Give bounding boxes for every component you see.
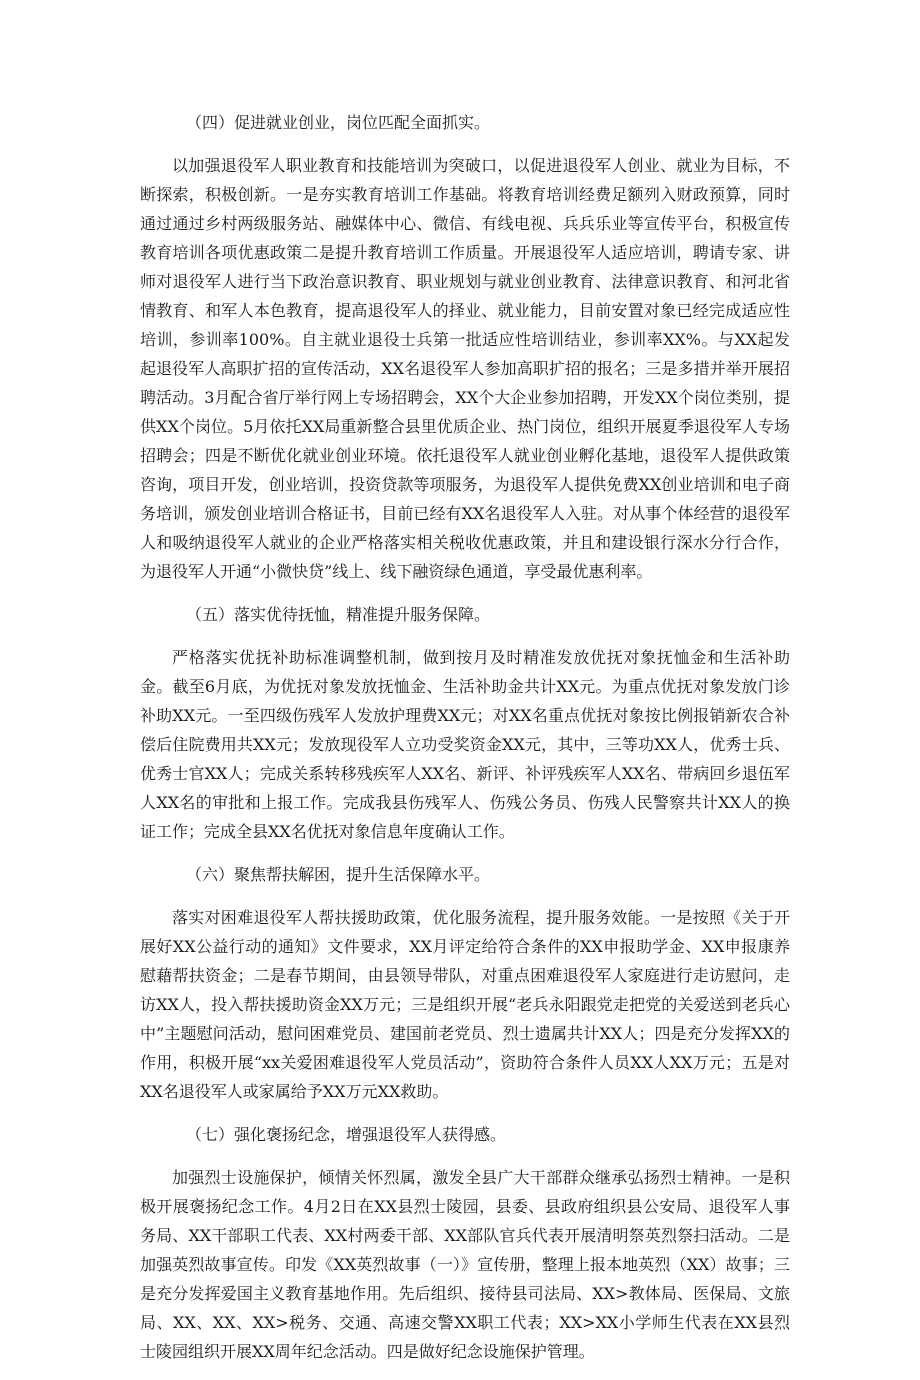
section-heading-4: （四）促进就业创业，岗位匹配全面抓实。: [186, 113, 491, 132]
section-body-6: 落实对困难退役军人帮扶援助政策，优化服务流程，提升服务效能。一是按照《关于开展好XX公益行动的通知》文件要求，XX月评定给符合条件的XX申报助学金、XX申报康养慰藉帮扶资金；二是春节期间，由县领导带队，对重点困难退役军人家庭进行走访慰问，走访XX人，投入帮扶援助资金XX万元；三是组织开展“老兵永阳跟党走把党的关爱送到老兵心中”主题慰问活动，慰问困难党员、建国前老党员、烈士遗属共计XX人；四是充分发挥XX的作用，积极开展“xx关爱困难退役军人党员活动”，资助符合条件人员XX人XX万元；五是对XX名退役军人或家属给予XX万元XX救助。: [140, 908, 790, 1101]
section-heading-5: （五）落实优待抚恤，精准提升服务保障。: [186, 605, 491, 624]
document-page: [140, 108, 790, 1380]
section-body-4: 以加强退役军人职业教育和技能培训为突破口，以促进退役军人创业、就业为目标，不断探索，积极创新。一是夯实教育培训工作基础。将教育培训经费足额列入财政预算，同时通过通过乡村两级服务站、融媒体中心、微信、有线电视、兵兵乐业等宣传平台，积极宣传教育培训各项优惠政策二是提升教育培训工作质量。开展退役军人适应培训，聘请专家、讲师对退役军人进行当下政治意识教育、职业规划与就业创业教育、法律意识教育、和河北省情教育、和军人本色教育，提高退役军人的择业、就业能力，目前安置对象已经完成适应性培训，参训率100%。自主就业退役士兵第一批适应性培训结业，参训率XX%。与XX起发起退役军人高职扩招的宣传活动，XX名退役军人参加高职扩招的报名；三是多措并举开展招聘活动。3月配合省厅举行网上专场招聘会，XX个大企业参加招聘，开发XX个岗位类别，提供XX个岗位。5月依托XX局重新整合县里优质企业、热门岗位，组织开展夏季退役军人专场招聘会；四是不断优化就业创业环境。依托退役军人就业创业孵化基地，退役军人提供政策咨询，项目开发，创业培训，投资贷款等项服务，为退役军人提供免费XX创业培训和电子商务培训，颁发创业培训合格证书，目前已经有XX名退役军人入驻。对从事个体经营的退役军人和吸纳退役军人就业的企业严格落实相关税收优惠政策，并且和建设银行深水分行合作，为退役军人开通“小微快贷”线上、线下融资绿色通道，享受最优惠利率。: [140, 156, 790, 581]
section-heading-7: （七）强化褒扬纪念，增强退役军人获得感。: [186, 1125, 507, 1144]
section-body-7: 加强烈士设施保护，倾情关怀烈属，激发全县广大干部群众继承弘扬烈士精神。一是积极开展褒扬纪念工作。4月2日在XX县烈士陵园，县委、县政府组织县公安局、退役军人事务局、XX干部职工代表、XX村两委干部、XX部队官兵代表开展清明祭英烈祭扫活动。二是加强英烈故事宣传。印发《XX英烈故事（一）》宣传册，整理上报本地英烈（XX）故事；三是充分发挥爱国主义教育基地作用。先后组织、接待县司法局、XX>教体局、医保局、文旅局、XX、XX、XX>税务、交通、高速交警XX职工代表；XX>XX小学师生代表在XX县烈士陵园组织开展XX周年纪念活动。四是做好纪念设施保护管理。: [140, 1168, 790, 1361]
section-body-5: 严格落实优抚补助标准调整机制，做到按月及时精准发放优抚对象抚恤金和生活补助金。截至6月底，为优抚对象发放抚恤金、生活补助金共计XX元。为重点优抚对象发放门诊补助XX元。一至四级伤残军人发放护理费XX元；对XX名重点优抚对象按比例报销新农合补偿后住院费用共XX元；发放现役军人立功受奖资金XX元，其中，三等功XX人，优秀士兵、优秀士官XX人；完成关系转移残疾军人XX名、新评、补评残疾军人XX名、带病回乡退伍军人XX名的审批和上报工作。完成我县伤残军人、伤残公务员、伤残人民警察共计XX人的换证工作；完成全县XX名优抚对象信息年度确认工作。: [140, 648, 790, 841]
section-heading-6: （六）聚焦帮扶解困，提升生活保障水平。: [186, 865, 491, 884]
